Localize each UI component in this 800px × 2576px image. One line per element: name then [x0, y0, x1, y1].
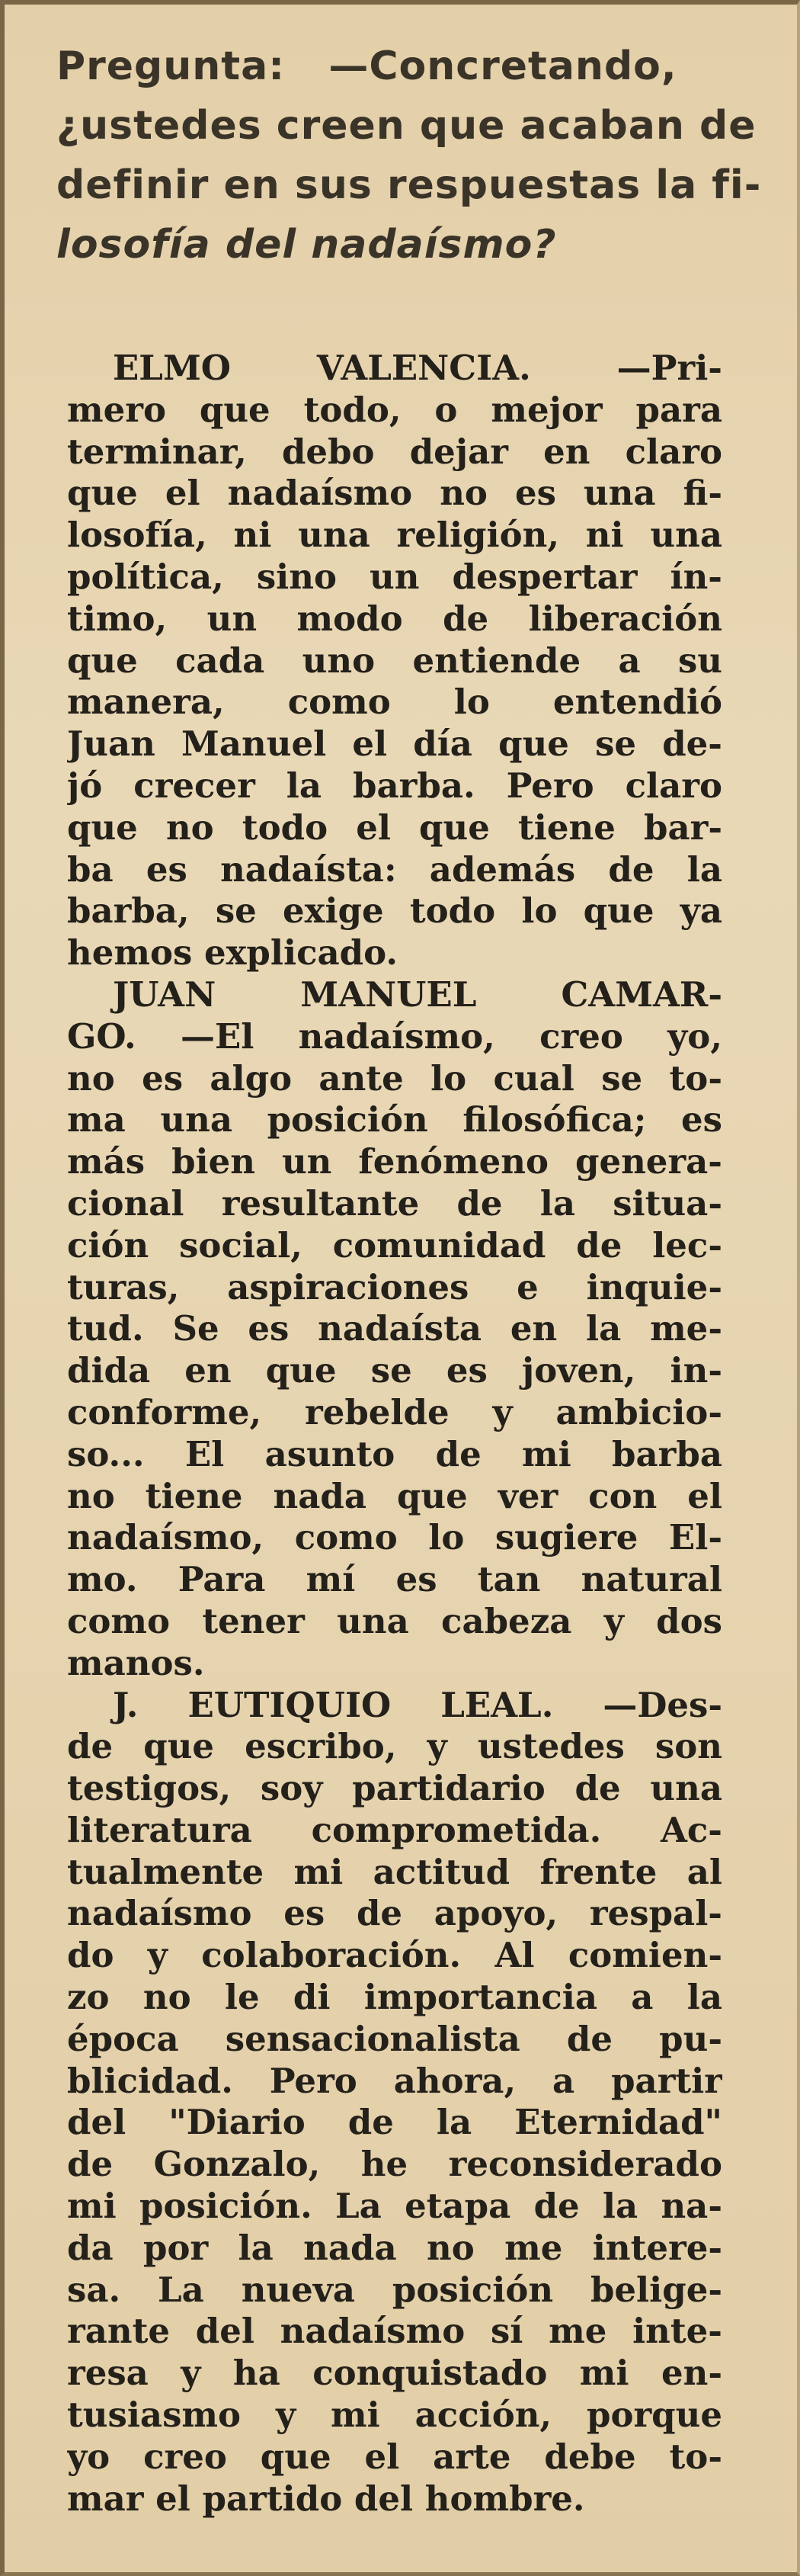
answer-line: del "Diario de la Eternidad": [67, 2102, 722, 2143]
answer-line: sa. La nueva posición belige-: [67, 2269, 722, 2310]
answer-line: de Gonzalo, he reconsiderado: [67, 2144, 722, 2185]
answer-line: mero que todo, o mejor para: [67, 389, 722, 430]
answer-line: terminar, debo dejar en claro: [67, 431, 722, 472]
answer-line: rante del nadaísmo sí me inte-: [67, 2311, 722, 2352]
answer-line: no es algo ante lo cual se to-: [67, 1057, 722, 1099]
answer-line: ma una posición filosófica; es: [67, 1099, 722, 1140]
question-line: ¿ustedes creen que acaban de: [56, 103, 757, 149]
answer-line: política, sino un despertar ín-: [67, 556, 722, 597]
answer-line: turas, aspiraciones e inquie-: [67, 1266, 722, 1307]
answer-line: dida en que se es joven, in-: [67, 1350, 722, 1391]
answer-line: que cada uno entiende a su: [67, 640, 722, 681]
question-line: Pregunta: —Concretando,: [56, 43, 677, 89]
answer-line: ba es nadaísta: además de la: [67, 849, 722, 890]
answer-line: época sensacionalista de pu-: [67, 2018, 722, 2059]
answer-line: ELMO VALENCIA. —Pri-: [113, 348, 722, 388]
answer-line: JUAN MANUEL CAMAR-: [113, 974, 722, 1015]
answer-line: conforme, rebelde y ambicio-: [67, 1391, 722, 1432]
answer-line: no tiene nada que ver con el: [67, 1475, 722, 1516]
answer-line: do y colaboración. Al comien-: [67, 1935, 722, 1976]
answer-line: tusiasmo y mi acción, porque: [67, 2395, 722, 2436]
answer-line: mar el partido del hombre.: [67, 2478, 585, 2519]
answer-line: yo creo que el arte debe to-: [67, 2436, 722, 2477]
question-heading: [56, 37, 765, 274]
answer-line: zo no le di importancia a la: [67, 1977, 722, 2018]
answer-line: losofía, ni una religión, ni una: [67, 515, 722, 556]
question-line: definir en sus respuestas la fi-: [56, 162, 762, 208]
answer-line: manera, como lo entendió: [67, 682, 722, 723]
answers-column: [67, 348, 722, 2520]
answer-line: como tener una cabeza y dos: [67, 1600, 722, 1641]
answer-line: nadaísmo, como lo sugiere El-: [67, 1517, 722, 1558]
answer-line: testigos, soy partidario de una: [67, 1768, 722, 1809]
answer-line: mo. Para mí es tan natural: [67, 1559, 722, 1600]
answer-line: manos.: [67, 1642, 205, 1683]
question-line: losofía del nadaísmo?: [56, 222, 557, 268]
answer-line: literatura comprometida. Ac-: [67, 1809, 722, 1850]
answer-line: blicidad. Pero ahora, a partir: [67, 2060, 722, 2101]
answer-line: que el nadaísmo no es una fi-: [67, 473, 722, 514]
answer-line: nadaísmo es de apoyo, respal-: [67, 1893, 722, 1934]
answer-line: que no todo el que tiene bar-: [67, 807, 722, 848]
answer-line: J. EUTIQUIO LEAL. —Des-: [113, 1684, 722, 1725]
answer-line: barba, se exige todo lo que ya: [67, 890, 722, 932]
answer-line: cional resultante de la situa-: [67, 1182, 722, 1224]
answer-line: de que escribo, y ustedes son: [67, 1726, 722, 1767]
answer-line: resa y ha conquistado mi en-: [67, 2353, 722, 2394]
answer-line: ción social, comunidad de lec-: [67, 1224, 722, 1266]
answer-line: tud. Se es nadaísta en la me-: [67, 1308, 722, 1349]
answer-line: Juan Manuel el día que se de-: [67, 723, 722, 765]
answer-line: más bien un fenómeno genera-: [67, 1141, 722, 1182]
answer-line: da por la nada no me intere-: [67, 2227, 722, 2268]
answer-line: hemos explicado.: [67, 932, 398, 974]
answer-line: so... El asunto de mi barba: [67, 1433, 722, 1474]
answer-line: mi posición. La etapa de la na-: [67, 2186, 722, 2227]
answer-line: tualmente mi actitud frente al: [67, 1851, 722, 1892]
answer-line: GO. —El nadaísmo, creo yo,: [67, 1015, 722, 1057]
answer-line: jó crecer la barba. Pero claro: [67, 765, 722, 806]
answer-line: timo, un modo de liberación: [67, 598, 722, 639]
